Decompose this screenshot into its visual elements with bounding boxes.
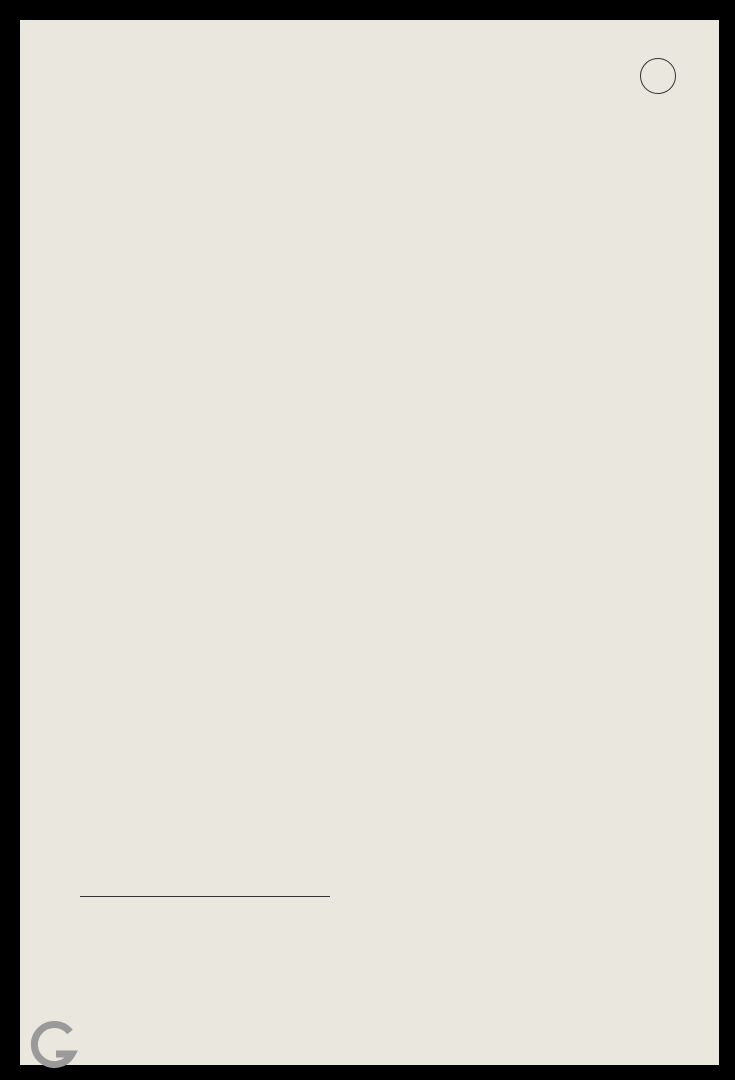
gramsci-logo-icon: [30, 1020, 78, 1072]
footnote-separator: [80, 896, 330, 897]
archive-stamp: [638, 56, 679, 97]
document-page: [20, 20, 719, 1065]
fondazione-gramsci-watermark: [0, 998, 200, 1080]
